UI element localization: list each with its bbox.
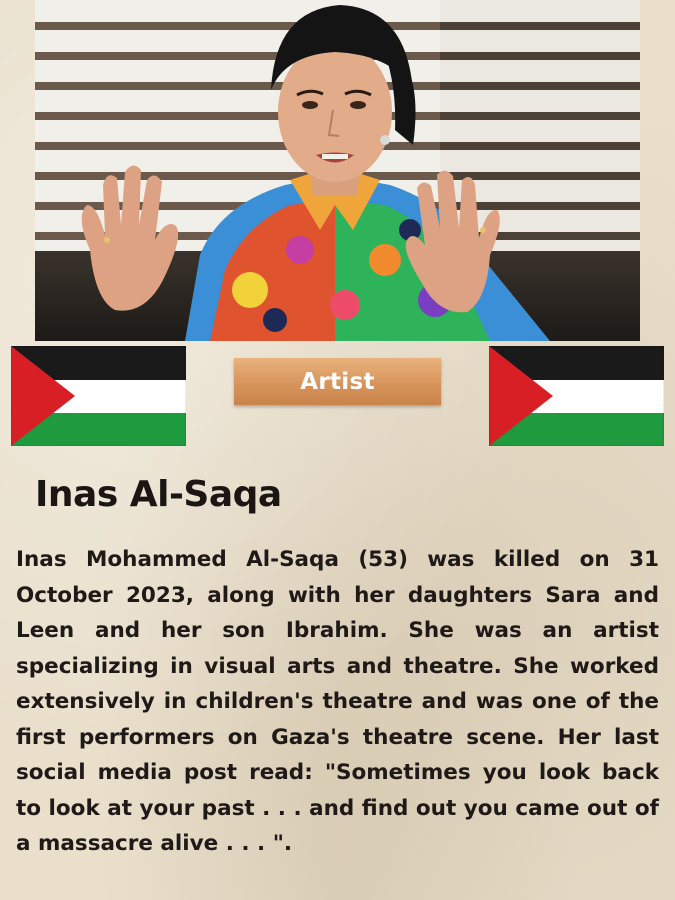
palestinian-flag-icon — [489, 346, 664, 446]
person-name: Inas Al-Saqa — [35, 474, 282, 515]
biography-text: Inas Mohammed Al-Saqa (53) was killed on 31 October 2023, along with her daughters Sara and Leen and her son Ibrahim. She was an artist specializing in visual arts and theatre. She worked extensively in children's theatre and was one of the first performers on Gaza's theatre scene. Her last social media post read: "Sometimes you look back to look at your past . . . and find out you came out of a massacre alive . . . ". — [16, 547, 660, 856]
role-label: Artist — [234, 358, 441, 405]
person-figure — [35, 0, 640, 341]
portrait-photo — [35, 0, 640, 341]
palestinian-flag-icon — [11, 346, 186, 446]
